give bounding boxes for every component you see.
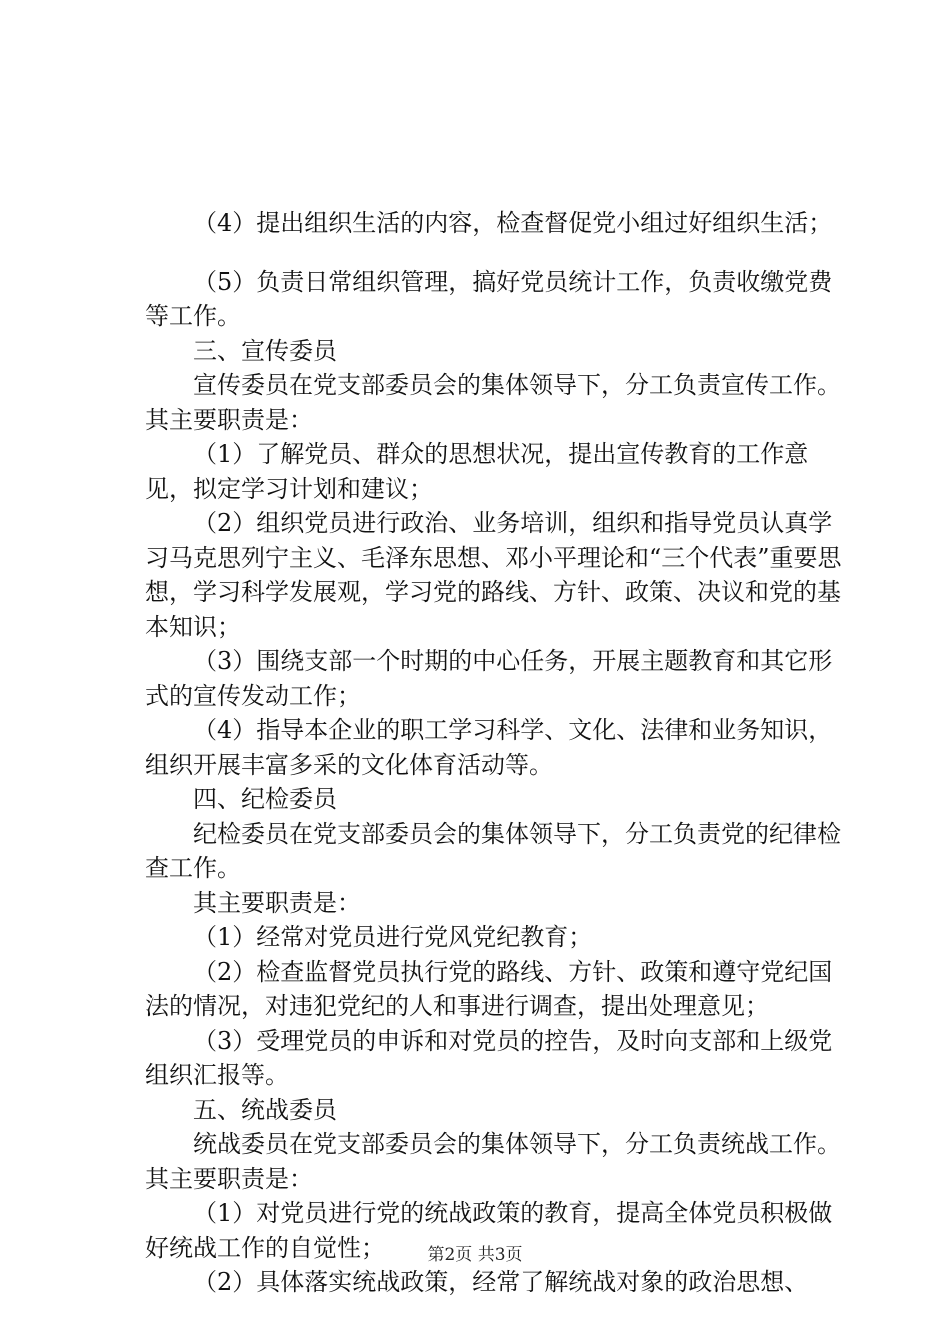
list-item: （1）了解党员、群众的思想状况，提出宣传教育的工作意见，拟定学习计划和建议； (145, 440, 809, 503)
paragraph: 统战委员在党支部委员会的集体领导下，分工负责统战工作。其主要职责是： (145, 1130, 841, 1193)
section-heading: 五、统战委员 (193, 1095, 337, 1124)
paragraph: 宣传委员在党支部委员会的集体领导下，分工负责宣传工作。其主要职责是： (145, 371, 841, 434)
section-heading: 四、纪检委员 (193, 785, 337, 813)
paragraph: （5）负责日常组织管理，搞好党员统计工作，负责收缴党费等工作。 (145, 267, 833, 330)
list-item: （1）对党员进行党的统战政策的教育，提高全体党员积极做好统战工作的自觉性； (145, 1199, 833, 1262)
document-body (145, 206, 845, 1300)
list-item: （2）具体落实统战政策，经常了解统战对象的政治思想、 (193, 1268, 809, 1296)
paragraph: （4）提出组织生活的内容，检查督促党小组过好组织生活； (193, 209, 833, 237)
page-number: 第2页 共3页 (427, 1245, 523, 1265)
list-item: （4）指导本企业的职工学习科学、文化、法律和业务知识，组织开展丰富多采的文化体育活动等。 (145, 716, 833, 779)
list-item: （2）组织党员进行政治、业务培训，组织和指导党员认真学习马克思列宁主义、毛泽东思想、邓小平理论和“三个代表”重要思想，学习科学发展观，学习党的路线、方针、政策、决议和党的基本知识； (145, 509, 842, 641)
paragraph: 其主要职责是： (193, 888, 361, 917)
list-item: （2）检查监督党员执行党的路线、方针、政策和遵守党纪国法的情况，对违犯党纪的人和事进行调查，提出处理意见； (145, 957, 833, 1020)
section-heading: 三、宣传委员 (193, 336, 337, 365)
list-item: （1）经常对党员进行党风党纪教育； (193, 923, 593, 951)
page-footer (0, 1244, 950, 1266)
list-item: （3）围绕支部一个时期的中心任务，开展主题教育和其它形式的宣传发动工作； (145, 647, 833, 710)
list-item: （3）受理党员的申诉和对党员的控告，及时向支部和上级党组织汇报等。 (145, 1026, 833, 1089)
paragraph: 纪检委员在党支部委员会的集体领导下，分工负责党的纪律检查工作。 (145, 819, 841, 882)
